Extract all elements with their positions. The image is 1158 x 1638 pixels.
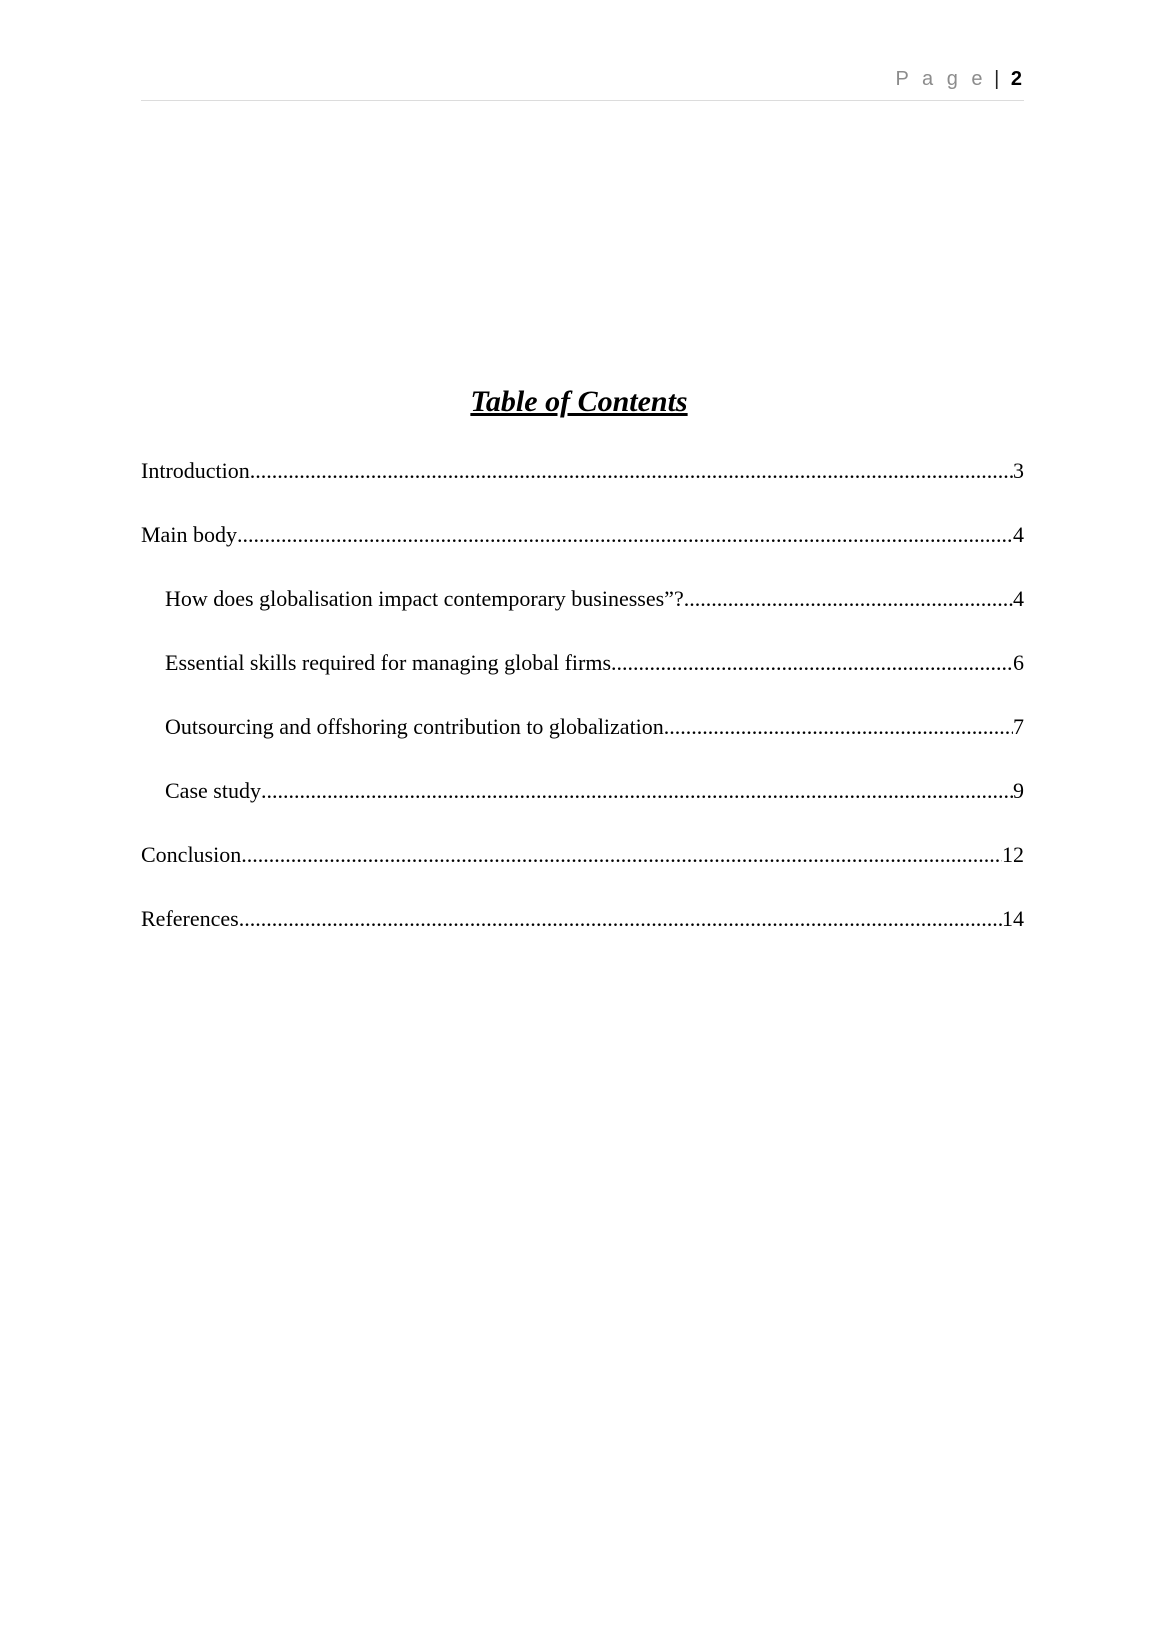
- toc-dot-leader: [664, 711, 1013, 743]
- toc-entry-page: 9: [1013, 778, 1024, 803]
- toc-entry-page: 6: [1013, 650, 1024, 675]
- toc-entry-text: Introduction: [141, 458, 250, 483]
- toc-dot-leader: [250, 455, 1013, 487]
- toc-entry-conclusion[interactable]: [141, 839, 1024, 903]
- toc-entry-text: Outsourcing and offshoring contribution to globalization: [165, 714, 664, 739]
- page-label: P a g e: [895, 68, 987, 90]
- toc-dot-leader: [684, 583, 1013, 615]
- toc-dot-leader: [237, 519, 1013, 551]
- toc-entry-essential-skills[interactable]: [141, 647, 1024, 711]
- toc-entry-outsourcing[interactable]: [141, 711, 1024, 775]
- toc-dot-leader: [239, 903, 1002, 935]
- toc-dot-leader: [611, 647, 1013, 679]
- page-separator: |: [994, 68, 1000, 90]
- page-header: [141, 64, 1024, 101]
- toc-entry-text: Case study: [165, 778, 261, 803]
- toc-title: Table of Contents: [470, 385, 688, 418]
- toc-dot-leader: [261, 775, 1013, 807]
- page-number-block: [896, 68, 1022, 91]
- toc-entry-introduction[interactable]: [141, 455, 1024, 519]
- toc-entry-page: 12: [1002, 842, 1024, 867]
- toc-entry-text: Essential skills required for managing global firms: [165, 650, 612, 675]
- toc-entry-page: 4: [1013, 522, 1024, 547]
- toc-entry-text: Conclusion: [141, 842, 242, 867]
- toc-entry-page: 3: [1013, 458, 1024, 483]
- toc-entry-main-body[interactable]: [141, 519, 1024, 583]
- toc-entry-references[interactable]: [141, 903, 1024, 967]
- toc-entry-text: Main body: [141, 522, 237, 547]
- toc-entry-case-study[interactable]: [141, 775, 1024, 839]
- toc-entry-page: 4: [1013, 586, 1024, 611]
- toc-dot-leader: [241, 839, 1002, 871]
- page-number: 2: [1010, 68, 1022, 90]
- toc-list: [141, 455, 1024, 967]
- toc-entry-globalisation-impact[interactable]: [141, 583, 1024, 647]
- toc-entry-page: 7: [1013, 714, 1024, 739]
- toc-entry-text: How does globalisation impact contemporary businesses”?: [165, 586, 684, 611]
- toc-entry-text: References: [141, 906, 239, 931]
- toc-entry-page: 14: [1002, 906, 1024, 931]
